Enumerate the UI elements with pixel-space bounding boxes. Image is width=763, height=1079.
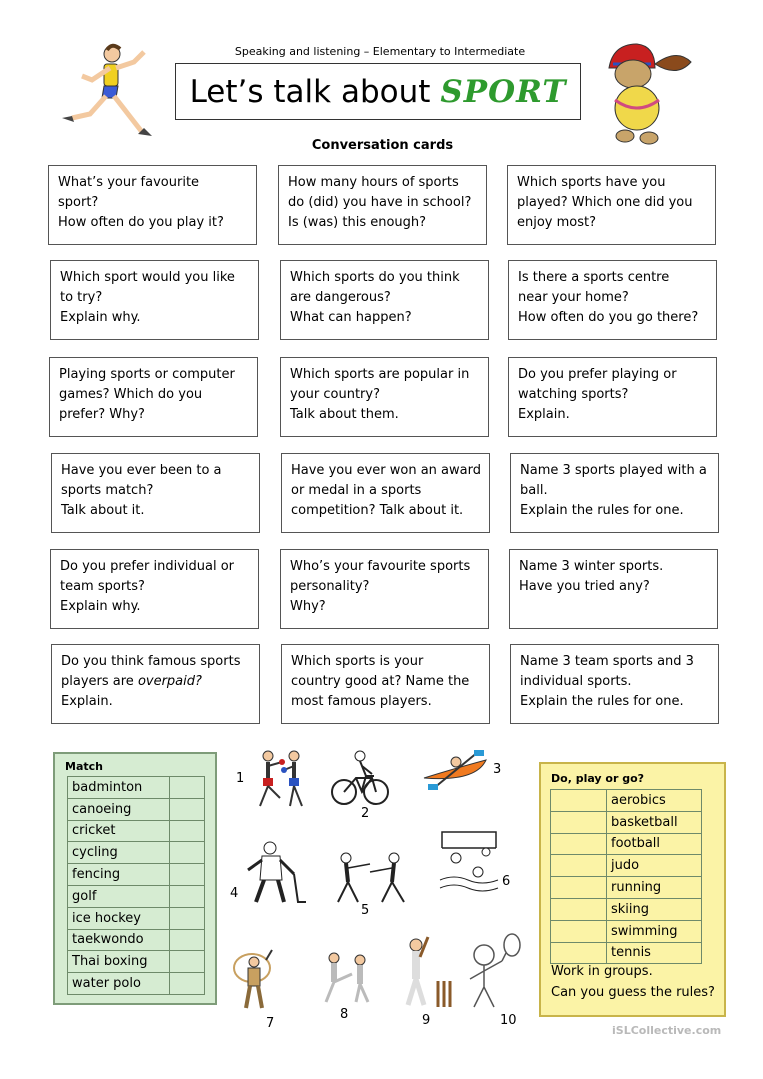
table-row: football	[551, 833, 702, 855]
table-row: water polo	[68, 973, 205, 995]
football-player-illustration	[603, 38, 693, 146]
answer-cell[interactable]	[170, 777, 205, 799]
answer-cell[interactable]	[551, 942, 607, 964]
conversation-card: Which sports do you think are dangerous? What can happen?	[280, 260, 489, 340]
conversation-card: Name 3 team sports and 3 individual sports. Explain the rules for one.	[510, 644, 719, 724]
water-polo-picture	[438, 828, 500, 894]
table-row: fencing	[68, 864, 205, 886]
answer-cell[interactable]	[170, 907, 205, 929]
table-row: aerobics	[551, 790, 702, 812]
conversation-card: Do you prefer individual or team sports? Explain why.	[50, 549, 259, 629]
cards-heading: Conversation cards	[311, 138, 454, 153]
picture-number: 4	[230, 886, 239, 901]
conversation-card: What’s your favourite sport? How often do you play it?	[48, 165, 257, 245]
table-row: cycling	[68, 842, 205, 864]
picture-number: 3	[493, 762, 502, 777]
title-box	[175, 63, 581, 120]
cycling-picture	[330, 748, 390, 808]
conversation-card: Which sports is your country good at? Name the most famous players.	[281, 644, 490, 724]
picture-number: 2	[361, 806, 370, 821]
golf-picture	[228, 948, 278, 1012]
answer-cell[interactable]	[551, 833, 607, 855]
answer-cell[interactable]	[170, 885, 205, 907]
conversation-card: Name 3 sports played with a ball. Explain the rules for one.	[510, 453, 719, 533]
runner-illustration	[52, 40, 156, 142]
table-row: tennis	[551, 942, 702, 964]
match-panel	[53, 752, 217, 1005]
table-row: judo	[551, 855, 702, 877]
conversation-card: Which sports have you played? Which one did you enjoy most?	[507, 165, 716, 245]
answer-cell[interactable]	[170, 820, 205, 842]
answer-cell[interactable]	[551, 898, 607, 920]
answer-cell[interactable]	[551, 920, 607, 942]
answer-cell[interactable]	[551, 811, 607, 833]
answer-cell[interactable]	[170, 864, 205, 886]
answer-cell[interactable]	[551, 790, 607, 812]
conversation-card: Do you prefer playing or watching sports? Explain.	[508, 357, 717, 437]
page-title: Let’s talk about	[189, 73, 431, 110]
match-title: Match	[65, 760, 103, 773]
watermark: iSLCollective.com	[612, 1024, 722, 1037]
conversation-card: How many hours of sports do (did) you have in school? Is (was) this enough?	[278, 165, 487, 245]
table-row: Thai boxing	[68, 951, 205, 973]
conversation-card: Have you ever been to a sports match? Talk about it.	[51, 453, 260, 533]
do-play-go-note: Can you guess the rules?	[551, 985, 715, 1000]
conversation-card: Have you ever won an award or medal in a sports competition? Talk about it.	[281, 453, 490, 533]
badminton-picture	[462, 925, 528, 1011]
table-row: canoeing	[68, 798, 205, 820]
table-row: cricket	[68, 820, 205, 842]
conversation-card: Is there a sports centre near your home? How often do you go there?	[508, 260, 717, 340]
fencing-picture	[330, 850, 410, 904]
canoeing-picture	[420, 748, 490, 796]
picture-number: 8	[340, 1007, 349, 1022]
conversation-card: Name 3 winter sports. Have you tried any?	[509, 549, 718, 629]
table-row: taekwondo	[68, 929, 205, 951]
table-row: running	[551, 877, 702, 899]
conversation-card: Who’s your favourite sports personality? Why?	[280, 549, 489, 629]
conversation-card: Do you think famous sports players are overpaid? Explain.	[51, 644, 260, 724]
conversation-card: Playing sports or computer games? Which do you prefer? Why?	[49, 357, 258, 437]
answer-cell[interactable]	[551, 877, 607, 899]
conversation-card: Which sport would you like to try? Explain why.	[50, 260, 259, 340]
page-subtitle: Speaking and listening – Elementary to Intermediate	[234, 45, 526, 58]
thai-boxing-picture	[250, 748, 310, 810]
table-row: ice hockey	[68, 907, 205, 929]
picture-number: 10	[500, 1013, 517, 1028]
answer-cell[interactable]	[170, 973, 205, 995]
picture-number: 1	[236, 771, 245, 786]
answer-cell[interactable]	[551, 855, 607, 877]
picture-number: 6	[502, 874, 511, 889]
taekwondo-picture	[322, 950, 372, 1006]
cricket-picture	[398, 935, 458, 1009]
table-row: skiing	[551, 898, 702, 920]
answer-cell[interactable]	[170, 951, 205, 973]
match-table	[67, 776, 205, 995]
answer-cell[interactable]	[170, 798, 205, 820]
table-row: golf	[68, 885, 205, 907]
picture-number: 9	[422, 1013, 431, 1028]
answer-cell[interactable]	[170, 842, 205, 864]
picture-number: 5	[361, 903, 370, 918]
table-row: badminton	[68, 777, 205, 799]
answer-cell[interactable]	[170, 929, 205, 951]
page-title-accent: SPORT	[440, 73, 567, 110]
do-play-go-note: Work in groups.	[551, 964, 653, 979]
picture-number: 7	[266, 1016, 275, 1031]
conversation-card: Which sports are popular in your country? Talk about them.	[280, 357, 489, 437]
do-play-go-table	[550, 789, 702, 964]
do-play-go-title: Do, play or go?	[551, 772, 645, 785]
do-play-go-panel	[539, 762, 726, 1017]
table-row: basketball	[551, 811, 702, 833]
ice-hockey-picture	[240, 840, 306, 910]
table-row: swimming	[551, 920, 702, 942]
